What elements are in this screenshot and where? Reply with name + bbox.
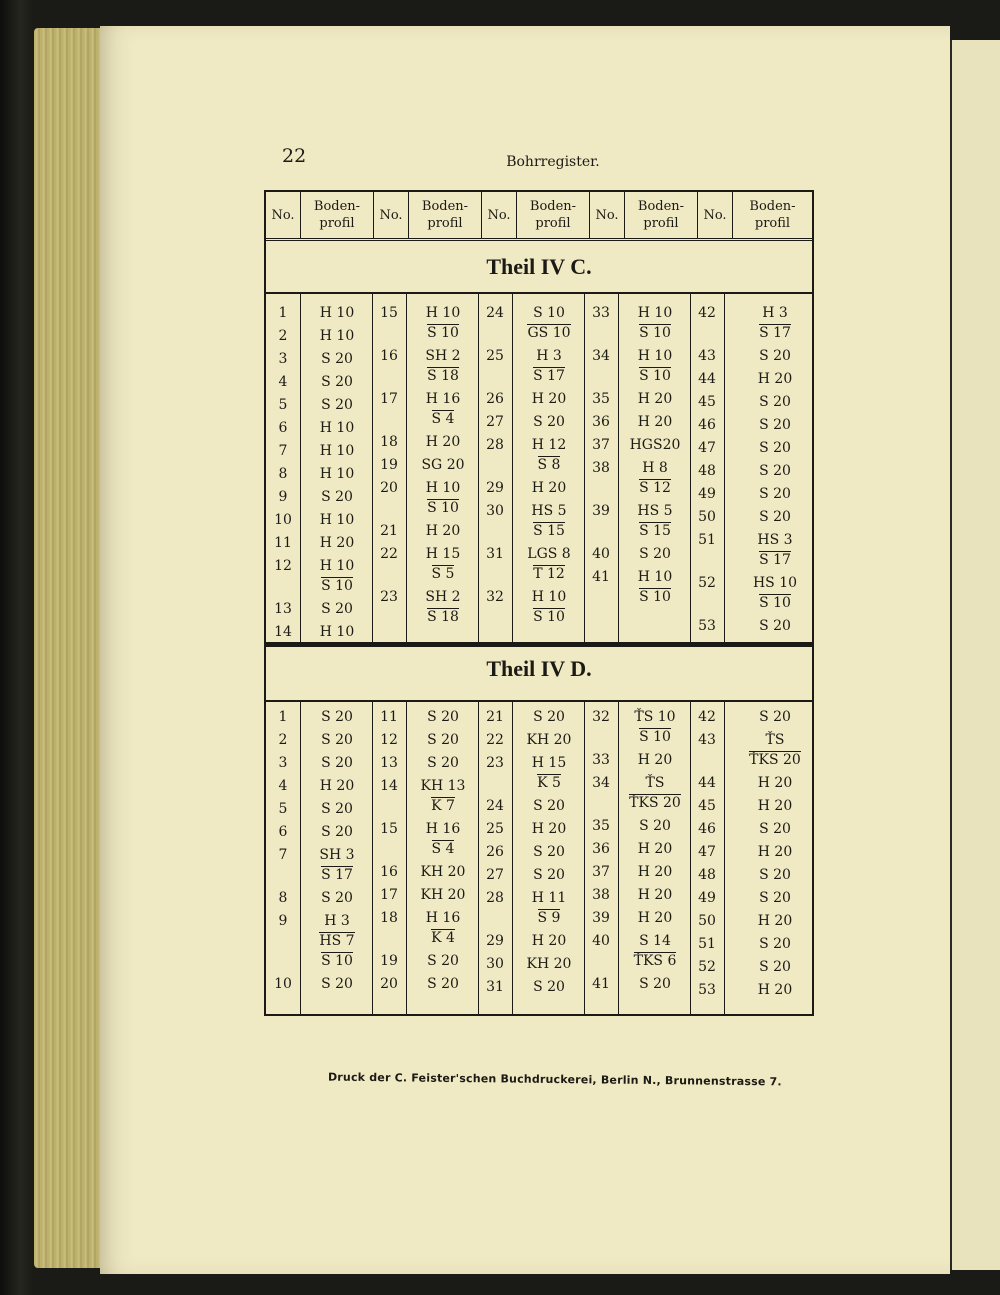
soil-profile: K 4 [431, 930, 455, 946]
bore-number: 2 [278, 328, 288, 344]
soil-profile: ŤKS 6 [633, 953, 677, 969]
facing-page-edge [950, 40, 1000, 1270]
soil-profile: H 10 [319, 466, 355, 482]
bore-number: 6 [278, 420, 288, 436]
soil-profile: H 20 [757, 982, 793, 998]
soil-profile: S 10 [321, 953, 353, 969]
soil-profile: S 17 [759, 325, 791, 341]
soil-profile: ŤS [765, 732, 785, 748]
bore-number: 42 [698, 709, 716, 725]
bore-number: 1 [278, 709, 288, 725]
table-part-iv-d [264, 642, 814, 1016]
book-spine [0, 0, 34, 1295]
bore-number: 16 [380, 864, 398, 880]
soil-profile: KH 20 [420, 887, 466, 903]
soil-profile: H 10 [319, 512, 355, 528]
soil-profile: H 10 [319, 305, 355, 321]
soil-profile: H 10 [319, 624, 355, 640]
column-rule [618, 294, 619, 644]
bore-number: 9 [278, 913, 288, 929]
section-title: Theil IV C. [486, 254, 592, 279]
soil-profile: H 11 [531, 890, 567, 906]
soil-profile: H 20 [531, 480, 567, 496]
soil-profile: HS 3 [757, 532, 793, 548]
soil-profile: GS 10 [527, 325, 571, 341]
page-number: 22 [282, 145, 307, 167]
soil-profile: H 8 [642, 460, 668, 476]
soil-profile: H 16 [425, 391, 461, 407]
soil-profile: S 20 [321, 374, 353, 390]
soil-profile: S 18 [427, 609, 459, 625]
soil-profile: S 20 [533, 798, 565, 814]
bore-number: 27 [486, 414, 504, 430]
column-rule [690, 702, 691, 1014]
bore-number: 47 [698, 844, 716, 860]
bore-number: 29 [486, 480, 504, 496]
bore-number: 8 [278, 890, 288, 906]
bore-number: 5 [278, 397, 288, 413]
bore-number: 10 [274, 512, 292, 528]
soil-profile: H 15 [531, 755, 567, 771]
soil-profile: S 10 [639, 589, 671, 605]
column-rule [478, 294, 479, 644]
column-rule [690, 294, 691, 644]
soil-profile: ŤS [645, 775, 665, 791]
soil-profile: S 20 [759, 348, 791, 364]
bore-number: 48 [698, 463, 716, 479]
soil-profile: S 20 [321, 801, 353, 817]
soil-profile: S 9 [537, 910, 561, 926]
column-rule [300, 294, 301, 644]
bore-number: 7 [278, 443, 288, 459]
soil-profile: S 10 [427, 500, 459, 516]
soil-profile: H 10 [425, 305, 461, 321]
bore-number: 12 [274, 558, 292, 574]
soil-profile: H 10 [531, 589, 567, 605]
soil-profile: S 20 [759, 486, 791, 502]
soil-profile: HS 7 [319, 933, 355, 949]
bore-number: 36 [592, 841, 610, 857]
bore-number: 22 [380, 546, 398, 562]
soil-profile: S 20 [639, 976, 671, 992]
soil-profile: S 20 [321, 755, 353, 771]
bore-number: 22 [486, 732, 504, 748]
bore-number: 30 [486, 956, 504, 972]
running-head: Bohrregister. [506, 154, 600, 170]
column-rule [406, 294, 407, 644]
soil-profile: S 20 [321, 601, 353, 617]
header-profile: Boden-profil [301, 192, 374, 238]
soil-profile: S 10 [759, 595, 791, 611]
bore-number: 33 [592, 305, 610, 321]
soil-profile: ŤKS 20 [749, 752, 801, 768]
soil-profile: H 20 [425, 523, 461, 539]
printer-imprint: Druck der C. Feister'schen Buchdruckerei, Berlin N., Brunnenstrasse 7. [327, 1070, 782, 1089]
soil-profile: S 20 [533, 844, 565, 860]
bore-number: 27 [486, 867, 504, 883]
soil-profile: S 17 [533, 368, 565, 384]
soil-profile: SH 2 [425, 348, 461, 364]
bore-number: 19 [380, 457, 398, 473]
soil-profile: KH 20 [420, 864, 466, 880]
soil-profile: S 10 [639, 729, 671, 745]
column-rule [584, 702, 585, 1014]
bore-number: 31 [486, 546, 504, 562]
bore-number: 21 [380, 523, 398, 539]
bore-number: 43 [698, 348, 716, 364]
bore-number: 19 [380, 953, 398, 969]
soil-profile: S 20 [759, 709, 791, 725]
soil-profile: S 10 [321, 578, 353, 594]
bore-number: 44 [698, 371, 716, 387]
soil-profile: S 20 [321, 489, 353, 505]
soil-profile: H 20 [757, 371, 793, 387]
soil-profile: S 10 [639, 368, 671, 384]
soil-profile: S 4 [431, 411, 455, 427]
bore-number: 36 [592, 414, 610, 430]
bore-number: 34 [592, 348, 610, 364]
soil-profile: S 15 [639, 523, 671, 539]
bore-number: 8 [278, 466, 288, 482]
soil-profile: H 20 [637, 864, 673, 880]
soil-profile: H 20 [757, 913, 793, 929]
bore-number: 20 [380, 976, 398, 992]
bore-number: 49 [698, 890, 716, 906]
bore-number: 37 [592, 437, 610, 453]
bore-number: 32 [486, 589, 504, 605]
bore-number: 26 [486, 844, 504, 860]
bore-number: 14 [380, 778, 398, 794]
soil-profile: H 10 [319, 328, 355, 344]
soil-profile: H 20 [531, 821, 567, 837]
bore-number: 38 [592, 460, 610, 476]
soil-profile: S 20 [759, 959, 791, 975]
soil-profile: S 10 [427, 325, 459, 341]
bore-number: 25 [486, 821, 504, 837]
soil-profile: S 8 [537, 457, 561, 473]
column-rule [300, 702, 301, 1014]
header-profile: Boden-profil [517, 192, 590, 238]
column-rule [372, 294, 373, 644]
bore-number: 12 [380, 732, 398, 748]
soil-profile: HGS20 [629, 437, 681, 453]
soil-profile: H 20 [637, 887, 673, 903]
bore-number: 42 [698, 305, 716, 321]
column-rule [618, 702, 619, 1014]
bore-number: 4 [278, 778, 288, 794]
soil-profile: HS 5 [531, 503, 567, 519]
header-profile: Boden-profil [749, 199, 796, 231]
bore-number: 3 [278, 755, 288, 771]
bore-number: 41 [592, 976, 610, 992]
column-rule [478, 702, 479, 1014]
page-edges [34, 28, 104, 1268]
bore-number: 4 [278, 374, 288, 390]
bore-number: 5 [278, 801, 288, 817]
soil-profile: S 20 [759, 867, 791, 883]
soil-profile: S 10 [533, 305, 565, 321]
soil-profile: S 20 [759, 417, 791, 433]
column-rule [724, 702, 725, 1014]
bore-number: 35 [592, 391, 610, 407]
soil-profile: LGS 8 [527, 546, 571, 562]
header-no: No. [266, 192, 301, 238]
soil-profile: H 10 [425, 480, 461, 496]
soil-profile: H 20 [637, 414, 673, 430]
soil-profile: H 10 [319, 443, 355, 459]
soil-profile: H 3 [324, 913, 350, 929]
soil-profile: H 3 [762, 305, 788, 321]
bore-number: 53 [698, 982, 716, 998]
soil-profile: S 20 [759, 440, 791, 456]
bore-number: 52 [698, 575, 716, 591]
table-header [266, 192, 812, 241]
soil-profile: SG 20 [421, 457, 465, 473]
soil-profile: H 20 [531, 933, 567, 949]
soil-profile: SH 3 [319, 847, 355, 863]
bore-number: 15 [380, 821, 398, 837]
bore-number: 13 [274, 601, 292, 617]
soil-profile: S 20 [321, 976, 353, 992]
bore-number: 50 [698, 509, 716, 525]
soil-profile: H 3 [536, 348, 562, 364]
soil-profile: H 10 [637, 348, 673, 364]
header-no: No. [698, 192, 733, 238]
soil-profile: S 18 [427, 368, 459, 384]
bore-number: 41 [592, 569, 610, 585]
bore-number: 25 [486, 348, 504, 364]
bore-number: 3 [278, 351, 288, 367]
column-rule [512, 702, 513, 1014]
bore-number: 28 [486, 437, 504, 453]
bore-number: 21 [486, 709, 504, 725]
column-rule [584, 294, 585, 644]
bore-number: 34 [592, 775, 610, 791]
soil-profile: SH 2 [425, 589, 461, 605]
bore-number: 23 [380, 589, 398, 605]
soil-profile: H 10 [637, 569, 673, 585]
bore-number: 28 [486, 890, 504, 906]
header-profile: Boden-profil [409, 192, 482, 238]
soil-profile: S 20 [427, 976, 459, 992]
bore-number: 40 [592, 933, 610, 949]
soil-profile: S 20 [533, 414, 565, 430]
soil-profile: H 20 [757, 844, 793, 860]
soil-profile: S 20 [533, 867, 565, 883]
soil-profile: S 20 [427, 709, 459, 725]
soil-profile: KH 20 [526, 732, 572, 748]
bore-number: 26 [486, 391, 504, 407]
bore-number: 2 [278, 732, 288, 748]
bore-number: 51 [698, 936, 716, 952]
soil-profile: S 14 [639, 933, 671, 949]
bore-number: 18 [380, 910, 398, 926]
bore-number: 44 [698, 775, 716, 791]
soil-profile: S 20 [639, 818, 671, 834]
bore-number: 46 [698, 417, 716, 433]
soil-profile: S 20 [321, 397, 353, 413]
bore-number: 52 [698, 959, 716, 975]
bore-number: 6 [278, 824, 288, 840]
bore-number: 43 [698, 732, 716, 748]
bore-number: 49 [698, 486, 716, 502]
soil-profile: S 20 [427, 953, 459, 969]
bore-number: 39 [592, 910, 610, 926]
soil-profile: H 20 [531, 391, 567, 407]
column-rule [372, 702, 373, 1014]
bore-number: 32 [592, 709, 610, 725]
column-rule [724, 294, 725, 644]
bore-number: 51 [698, 532, 716, 548]
column-rule [512, 294, 513, 644]
header-profile: Boden-profil [625, 192, 698, 238]
soil-profile: HS 10 [752, 575, 798, 591]
soil-profile: S 17 [759, 552, 791, 568]
soil-profile: S 4 [431, 841, 455, 857]
soil-profile: H 10 [637, 305, 673, 321]
bore-number: 7 [278, 847, 288, 863]
bore-number: 45 [698, 394, 716, 410]
bore-number: 29 [486, 933, 504, 949]
soil-profile: H 16 [425, 910, 461, 926]
soil-profile: ŤKS 20 [629, 795, 681, 811]
header-no: No. [374, 192, 409, 238]
soil-profile: K 7 [431, 798, 455, 814]
bore-number: 23 [486, 755, 504, 771]
soil-profile: H 16 [425, 821, 461, 837]
soil-profile: H 10 [319, 420, 355, 436]
soil-profile: S 5 [431, 566, 455, 582]
soil-profile: S 10 [639, 325, 671, 341]
soil-profile: H 20 [757, 798, 793, 814]
soil-profile: S 20 [321, 890, 353, 906]
soil-profile: S 20 [759, 394, 791, 410]
soil-profile: S 20 [427, 755, 459, 771]
soil-profile: H 15 [425, 546, 461, 562]
bore-number: 38 [592, 887, 610, 903]
bore-number: 14 [274, 624, 292, 640]
column-rule [406, 702, 407, 1014]
header-no: No. [590, 192, 625, 238]
soil-profile: S 20 [321, 732, 353, 748]
soil-profile: S 20 [759, 936, 791, 952]
bore-number: 53 [698, 618, 716, 634]
bore-number: 31 [486, 979, 504, 995]
bore-number: 9 [278, 489, 288, 505]
bore-number: 37 [592, 864, 610, 880]
soil-profile: S 20 [533, 979, 565, 995]
soil-profile: S 20 [759, 463, 791, 479]
soil-profile: KH 13 [420, 778, 466, 794]
bore-number: 13 [380, 755, 398, 771]
bore-number: 10 [274, 976, 292, 992]
soil-profile: HS 5 [637, 503, 673, 519]
bore-number: 45 [698, 798, 716, 814]
header-no: No. [482, 192, 517, 238]
soil-profile: KH 20 [526, 956, 572, 972]
bore-number: 39 [592, 503, 610, 519]
soil-profile: H 20 [637, 391, 673, 407]
soil-profile: K 5 [537, 775, 561, 791]
bore-number: 46 [698, 821, 716, 837]
soil-profile: S 10 [533, 609, 565, 625]
bore-number: 17 [380, 887, 398, 903]
bore-number: 30 [486, 503, 504, 519]
soil-profile: H 12 [531, 437, 567, 453]
section-title: Theil IV D. [486, 656, 592, 681]
bore-number: 18 [380, 434, 398, 450]
bore-number: 11 [274, 535, 292, 551]
soil-profile: H 20 [637, 910, 673, 926]
bore-number: 15 [380, 305, 398, 321]
soil-profile: S 20 [533, 709, 565, 725]
soil-profile: S 20 [639, 546, 671, 562]
bore-number: 20 [380, 480, 398, 496]
soil-profile: H 20 [757, 775, 793, 791]
soil-profile: S 20 [321, 351, 353, 367]
bore-number: 24 [486, 798, 504, 814]
soil-profile: H 20 [425, 434, 461, 450]
soil-profile: ŤS 10 [634, 709, 676, 725]
bore-number: 16 [380, 348, 398, 364]
soil-profile: S 20 [759, 509, 791, 525]
bore-number: 47 [698, 440, 716, 456]
soil-profile: S 20 [759, 618, 791, 634]
bore-number: 17 [380, 391, 398, 407]
bore-number: 1 [278, 305, 288, 321]
soil-profile: S 20 [759, 821, 791, 837]
bore-number: 50 [698, 913, 716, 929]
bore-number: 11 [380, 709, 398, 725]
soil-profile: S 20 [321, 824, 353, 840]
soil-profile: H 20 [637, 752, 673, 768]
soil-profile: H 20 [319, 535, 355, 551]
bore-number: 40 [592, 546, 610, 562]
soil-profile: H 20 [319, 778, 355, 794]
section-divider [266, 644, 812, 647]
soil-profile: H 10 [319, 558, 355, 574]
bore-number: 48 [698, 867, 716, 883]
soil-profile: S 20 [759, 890, 791, 906]
soil-profile: S 20 [427, 732, 459, 748]
bore-number: 33 [592, 752, 610, 768]
soil-profile: S 17 [321, 867, 353, 883]
soil-profile: T 12 [533, 566, 565, 582]
table-part-iv-c [264, 190, 814, 642]
soil-profile: H 20 [637, 841, 673, 857]
soil-profile: S 20 [321, 709, 353, 725]
soil-profile: S 12 [639, 480, 671, 496]
soil-profile: S 15 [533, 523, 565, 539]
bore-number: 24 [486, 305, 504, 321]
bore-number: 35 [592, 818, 610, 834]
